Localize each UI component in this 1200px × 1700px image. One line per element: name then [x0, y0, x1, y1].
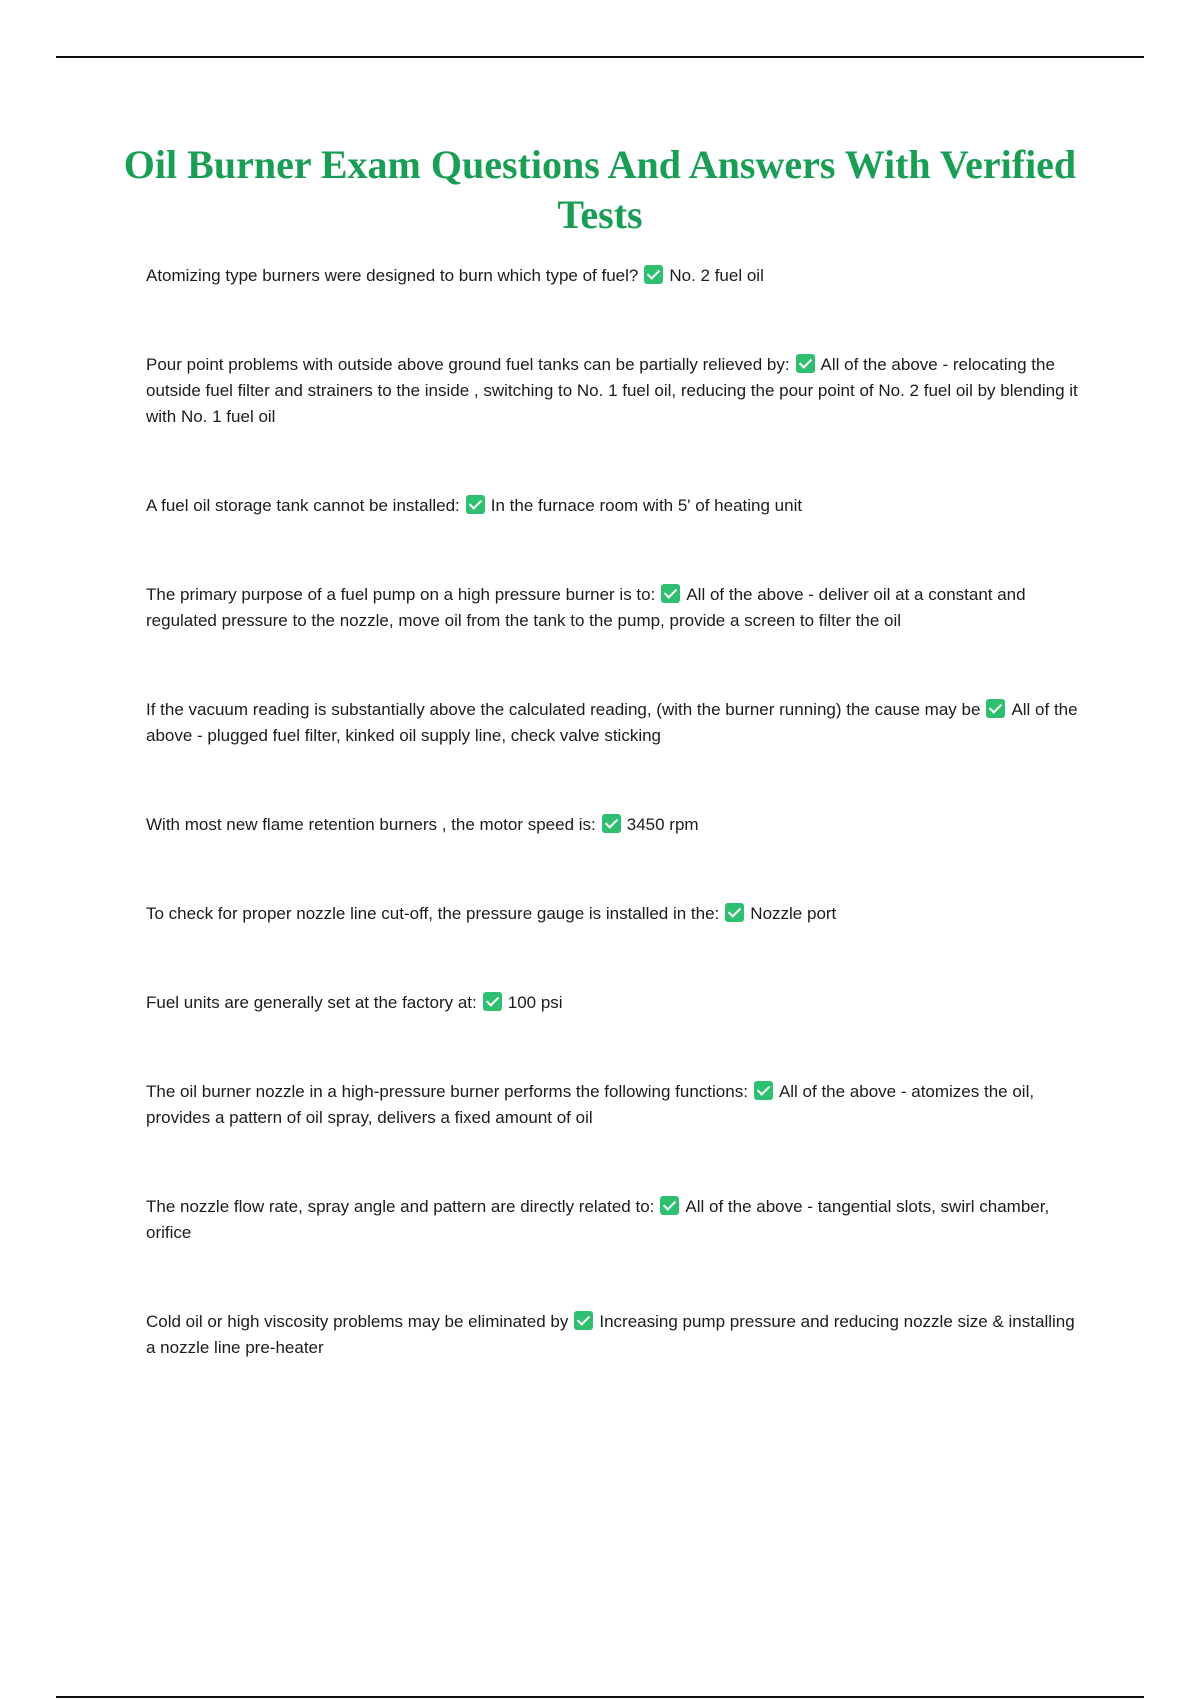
- question-text: With most new flame retention burners , the motor speed is:: [146, 815, 596, 834]
- question-text: If the vacuum reading is substantially above the calculated reading, (with the burner running) the cause may be: [146, 700, 981, 719]
- answer-text: All of the above - atomizes the oil, provides a pattern of oil spray, delivers a fixed amount of oil: [146, 1082, 1035, 1127]
- qa-item: [146, 352, 1086, 430]
- answer-text: All of the above - plugged fuel filter, kinked oil supply line, check valve sticking: [146, 700, 1078, 745]
- qa-item: [146, 990, 1086, 1016]
- answer-text: All of the above - deliver oil at a constant and regulated pressure to the nozzle, move oil from the tank to the pump, provide a screen to filter the oil: [146, 585, 1026, 630]
- answer-text: Nozzle port: [750, 904, 837, 923]
- answer-text: Increasing pump pressure and reducing nozzle size & installing a nozzle line pre-heater: [146, 1312, 1075, 1357]
- check-mark-icon: [725, 903, 744, 922]
- question-text: The primary purpose of a fuel pump on a high pressure burner is to:: [146, 585, 656, 604]
- question-text: Fuel units are generally set at the factory at:: [146, 993, 477, 1012]
- question-text: Cold oil or high viscosity problems may be eliminated by: [146, 1312, 569, 1331]
- check-mark-icon: [602, 814, 621, 833]
- check-mark-icon: [660, 1196, 679, 1215]
- check-mark-icon: [986, 699, 1005, 718]
- check-mark-icon: [754, 1081, 773, 1100]
- question-text: A fuel oil storage tank cannot be installed:: [146, 496, 460, 515]
- check-mark-icon: [466, 495, 485, 514]
- qa-item: [146, 812, 1086, 838]
- question-text: The nozzle flow rate, spray angle and pattern are directly related to:: [146, 1197, 655, 1216]
- question-text: Atomizing type burners were designed to burn which type of fuel?: [146, 266, 639, 285]
- question-text: The oil burner nozzle in a high-pressure burner performs the following functions:: [146, 1082, 748, 1101]
- qa-item: [146, 582, 1086, 634]
- answer-text: All of the above - relocating the outside fuel filter and strainers to the inside , switching to No. 1 fuel oil, reducing the pour point of No. 2 fuel oil by blending it with No. 1 fuel oil: [146, 355, 1078, 426]
- answer-text: 3450 rpm: [626, 815, 699, 834]
- answer-text: No. 2 fuel oil: [669, 266, 764, 285]
- check-mark-icon: [574, 1311, 593, 1330]
- check-mark-icon: [644, 265, 663, 284]
- page-title: Oil Burner Exam Questions And Answers With Verified Tests: [123, 142, 1077, 237]
- qa-item: [146, 493, 1086, 519]
- qa-item: [146, 1194, 1086, 1246]
- check-mark-icon: [796, 354, 815, 373]
- qa-list: [146, 263, 1086, 1361]
- answer-text: All of the above - tangential slots, swirl chamber, orifice: [146, 1197, 1050, 1242]
- qa-item: [146, 1309, 1086, 1361]
- question-text: Pour point problems with outside above ground fuel tanks can be partially relieved by:: [146, 355, 790, 374]
- qa-item: [146, 1079, 1086, 1131]
- check-mark-icon: [661, 584, 680, 603]
- answer-text: In the furnace room with 5' of heating unit: [490, 496, 803, 515]
- qa-item: [146, 697, 1086, 749]
- footer-rule: [56, 1696, 1144, 1698]
- header-rule: [56, 56, 1144, 58]
- qa-item: [146, 263, 1086, 289]
- question-text: To check for proper nozzle line cut-off, the pressure gauge is installed in the:: [146, 904, 720, 923]
- answer-text: 100 psi: [507, 993, 563, 1012]
- check-mark-icon: [483, 992, 502, 1011]
- qa-item: [146, 901, 1086, 927]
